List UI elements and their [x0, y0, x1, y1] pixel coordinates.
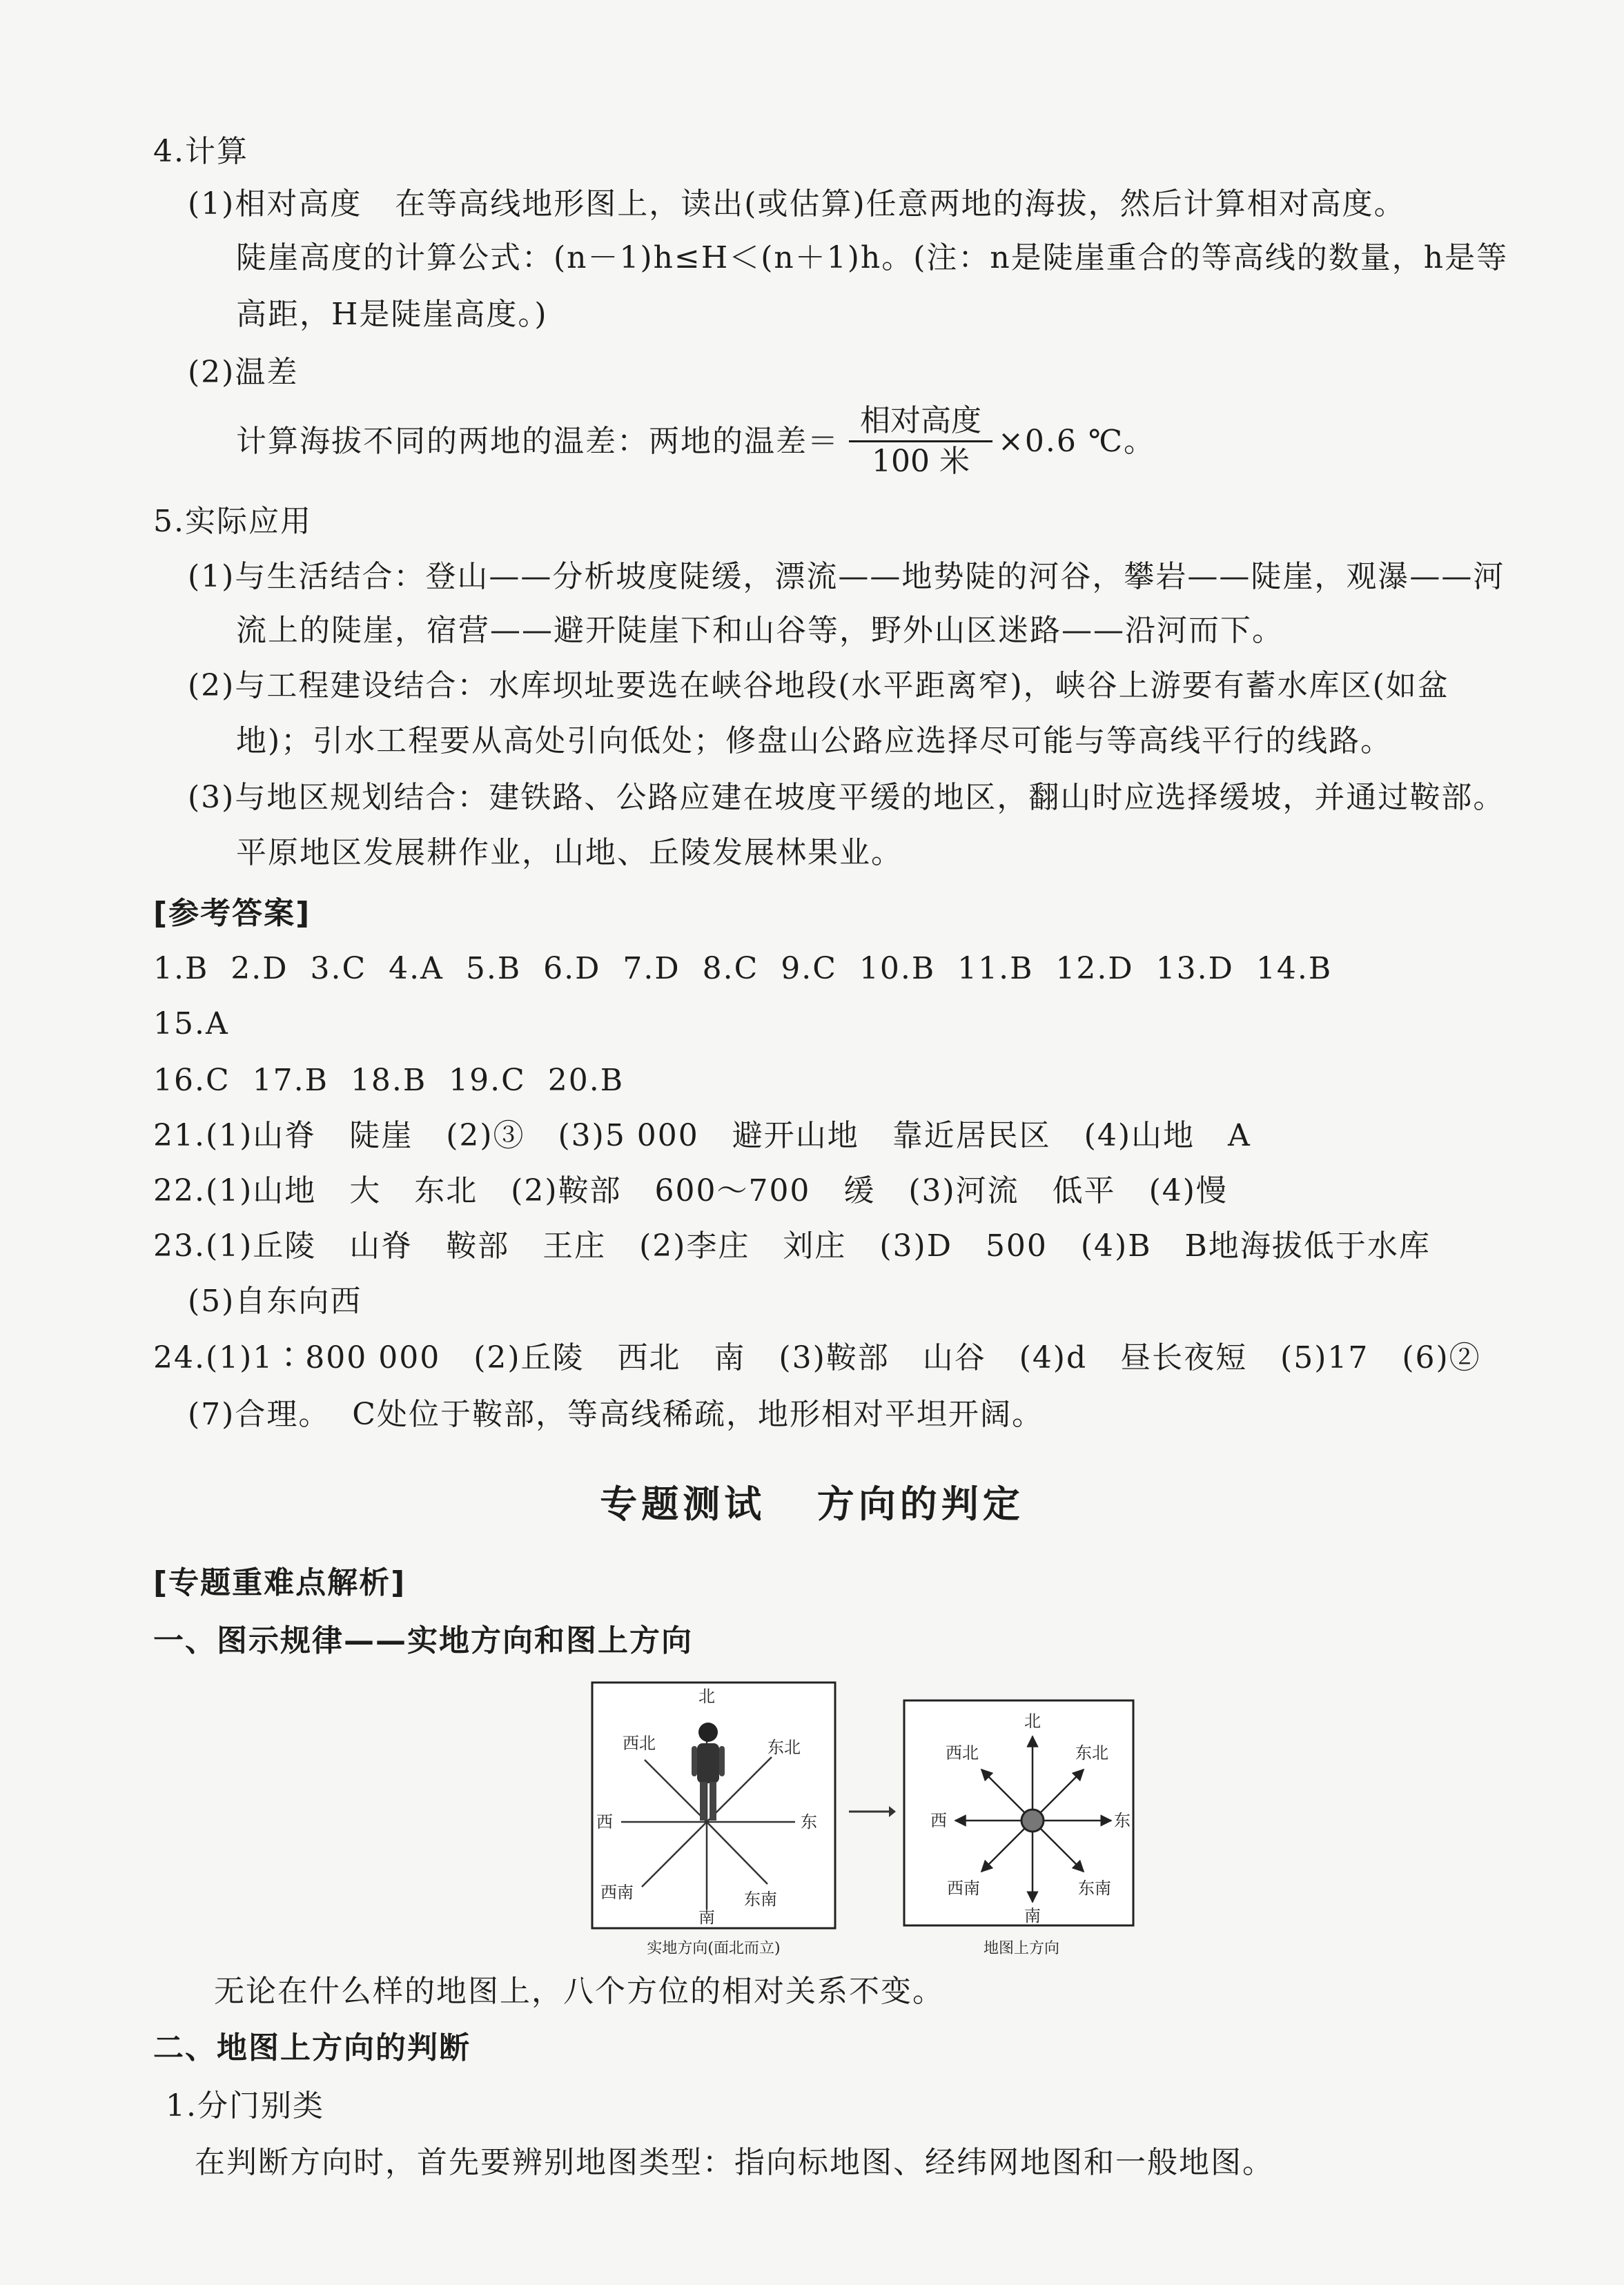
application-line: 地)；引水工程要从高处引向低处；修盘山公路应选择尽可能与等高线平行的线路。	[236, 723, 1393, 758]
answer-row: 15.A	[153, 1006, 229, 1041]
item-relative-height	[188, 185, 1406, 224]
item-head: (1)相对高度	[188, 186, 362, 222]
item-temp-diff: (2)温差	[188, 355, 299, 390]
answer-23-cont: (5)自东向西	[188, 1284, 362, 1319]
formula-line-1: 陡崖高度的计算公式：(n－1)h≤H＜(n＋1)h。(注：n是陡崖重合的等高线的数量，h是等	[236, 240, 1509, 275]
item-text: 在等高线地形图上，读出(或估算)任意两地的海拔，然后计算相对高度。	[395, 186, 1406, 222]
label-southeast: 东南	[744, 1890, 777, 1909]
answers-header: [参考答案]	[153, 896, 311, 931]
topic-title: 专题测试 方向的判定	[600, 1482, 1024, 1526]
label-southwest: 西南	[947, 1879, 980, 1898]
label-northeast: 东北	[1075, 1743, 1108, 1763]
label-southwest: 西南	[600, 1883, 634, 1902]
application-line: 平原地区发展耕作业，山地、丘陵发展林果业。	[236, 835, 903, 870]
answer-22: 22.(1)山地 大 东北 (2)鞍部 600～700 缓 (3)河流 低平 (4)慢	[153, 1173, 1228, 1208]
label-north: 北	[698, 1687, 715, 1706]
label-northeast: 东北	[767, 1738, 801, 1757]
section-5-title: 5.实际应用	[153, 504, 312, 539]
fraction-numerator: 相对高度	[860, 403, 981, 438]
label-north: 北	[1024, 1712, 1041, 1731]
figure-caption: 地图上方向	[983, 1940, 1060, 1957]
application-line: (3)与地区规划结合：建铁路、公路应建在坡度平缓的地区，翻山时应选择缓坡，并通过鞍部。	[188, 780, 1505, 815]
answer-row: 1.B 2.D 3.C 4.A 5.B 6.D 7.D 8.C 9.C 10.B 11.B 12.D 13.D 14.B	[153, 951, 1333, 986]
label-west: 西	[930, 1811, 947, 1830]
label-west: 西	[596, 1812, 613, 1832]
application-line: 流上的陡崖，宿营——避开陡崖下和山谷等，野外山区迷路——沿河而下。	[236, 613, 1284, 648]
answer-23: 23.(1)丘陵 山脊 鞍部 王庄 (2)李庄 刘庄 (3)D 500 (4)B B地海拔低于水库	[153, 1228, 1431, 1264]
label-east: 东	[801, 1812, 817, 1832]
formula-line-2: 高距，H是陡崖高度。)	[236, 297, 548, 332]
transition-arrow	[846, 1801, 897, 1822]
application-line: (2)与工程建设结合：水库坝址要选在峡谷地段(水平距离窄)，峡谷上游要有蓄水库区(如盆	[188, 668, 1449, 703]
temp-fraction	[845, 403, 997, 480]
label-northwest: 西北	[946, 1743, 979, 1763]
section-1-heading: 一、图示规律——实地方向和图上方向	[153, 1623, 693, 1658]
section-4-title: 4.计算	[153, 134, 248, 169]
label-east: 东	[1114, 1811, 1131, 1830]
label-south: 南	[1024, 1906, 1041, 1925]
center-point-icon	[1021, 1810, 1044, 1832]
answer-row: 16.C 17.B 18.B 19.C 20.B	[153, 1063, 625, 1098]
answer-24: 24.(1)1∶800 000 (2)丘陵 西北 南 (3)鞍部 山谷 (4)d 昼长夜短 (5)17 (6)②	[153, 1340, 1481, 1375]
label-southeast: 东南	[1078, 1879, 1111, 1898]
subsection-text: 在判断方向时，首先要辨别地图类型：指向标地图、经纬网地图和一般地图。	[195, 2145, 1274, 2180]
section-2-heading: 二、地图上方向的判断	[153, 2030, 471, 2066]
ground-direction-figure	[581, 1677, 846, 1961]
temp-formula-text: 计算海拔不同的两地的温差：两地的温差＝	[236, 424, 839, 459]
label-south: 南	[698, 1908, 715, 1927]
subsection-title: 1.分门别类	[166, 2088, 324, 2124]
answer-24-cont: (7)合理。 C处位于鞍部，等高线稀疏，地形相对平坦开阔。	[188, 1397, 1044, 1432]
map-direction-figure	[897, 1695, 1140, 1961]
answer-21: 21.(1)山脊 陡崖 (2)③ (3)5 000 避开山地 靠近居民区 (4)山地 A	[153, 1118, 1251, 1153]
analysis-header: [专题重难点解析]	[153, 1565, 407, 1600]
fraction-denominator: 100 米	[872, 444, 970, 479]
temp-formula-tail: ×0.6 ℃。	[998, 424, 1156, 459]
application-line: (1)与生活结合：登山——分析坡度陡缓，漂流——地势陡的河谷，攀岩——陡崖，观瀑——河	[188, 559, 1505, 594]
figure-caption: 实地方向(面北而立)	[647, 1940, 781, 1957]
relation-note: 无论在什么样的地图上，八个方位的相对关系不变。	[214, 1974, 944, 2009]
label-northwest: 西北	[623, 1734, 656, 1753]
